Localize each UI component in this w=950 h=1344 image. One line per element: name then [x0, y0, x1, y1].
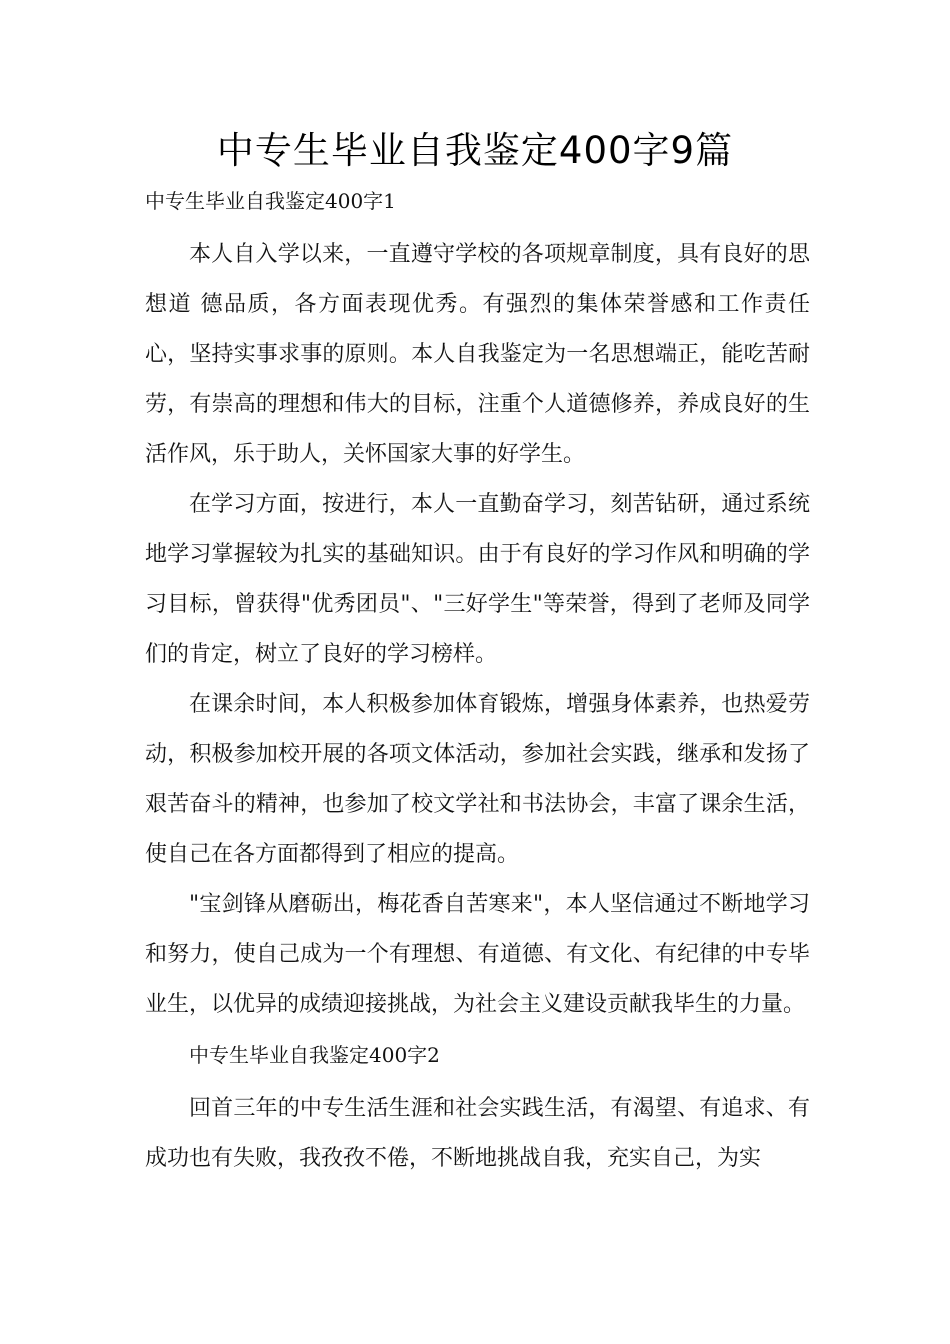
paragraph: 在课余时间，本人积极参加体育锻炼，增强身体素养，也热爱劳动，积极参加校开展的各项文体活动，参加社会实践，继承和发扬了艰苦奋斗的精神，也参加了校文学社和书法协会，丰富了课余生活，使自己在各方面都得到了相应的提高。	[145, 692, 810, 867]
paragraph: 回首三年的中专生活生涯和社会实践生活，有渴望、有追求、有成功也有失败，我孜孜不倦，不断地挑战自我，充实自己，为实	[145, 1096, 810, 1171]
document-title: 中专生毕业自我鉴定400字9篇	[216, 129, 734, 172]
section-heading-2: 中专生毕业自我鉴定400字2	[189, 1043, 440, 1067]
paragraph: "宝剑锋从磨砺出，梅花香自苦寒来"，本人坚信通过不断地学习和努力，使自己成为一个有理想、有道德、有文化、有纪律的中专毕业生，以优异的成绩迎接挑战，为社会主义建设贡献我毕生的力量。	[145, 892, 810, 1017]
paragraph: 在学习方面，按进行，本人一直勤奋学习，刻苦钻研，通过系统地学习掌握较为扎实的基础知识。由于有良好的学习作风和明确的学习目标，曾获得"优秀团员"、"三好学生"等荣誉，得到了老师及同学们的肯定，树立了良好的学习榜样。	[145, 492, 810, 667]
section-heading-1: 中专生毕业自我鉴定400字1	[145, 189, 396, 213]
spacer	[145, 1030, 810, 1040]
spacer	[145, 216, 810, 230]
document-body	[145, 186, 810, 1184]
spacer	[145, 1070, 810, 1084]
paragraph: 本人自入学以来，一直遵守学校的各项规章制度，具有良好的思想道 德品质，各方面表现优秀。有强烈的集体荣誉感和工作责任心，坚持实事求事的原则。本人自我鉴定为一名思想端正，能吃苦耐劳，有崇高的理想和伟大的目标，注重个人道德修养，养成良好的生活作风，乐于助人，关怀国家大事的好学生。	[145, 242, 810, 467]
